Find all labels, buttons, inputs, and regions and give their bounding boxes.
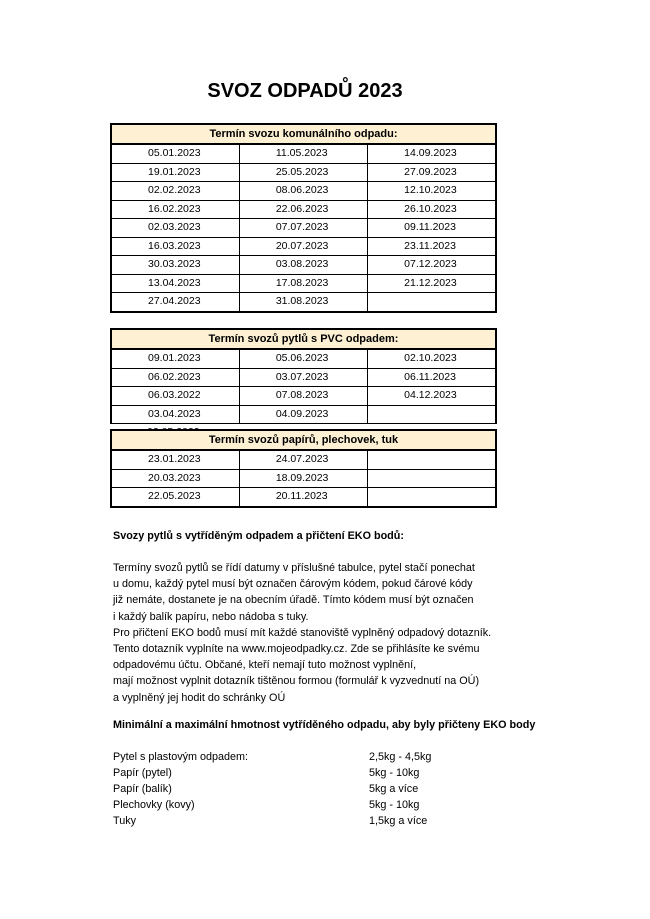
pvc-table-header: Termín svozů pytlů s PVC odpadem: <box>111 329 496 349</box>
date-cell: 11.05.2023 <box>239 144 367 163</box>
eko-line: a vyplněný jej hodit do schránky OÚ <box>113 691 286 704</box>
date-cell: 31.08.2023 <box>239 293 367 312</box>
table-row <box>111 469 496 488</box>
weight-value: 2,5kg - 4,5kg <box>369 751 432 763</box>
weight-label: Papír (balík) <box>113 783 172 795</box>
date-cell: 20.11.2023 <box>239 488 367 507</box>
pvc-rows <box>111 349 496 442</box>
weight-value: 5kg - 10kg <box>369 767 420 779</box>
date-cell: 05.06.2023 <box>239 349 367 368</box>
date-cell: 30.03.2023 <box>111 256 239 275</box>
date-cell: 02.10.2023 <box>368 349 496 368</box>
weights-list <box>113 749 431 829</box>
date-cell: 06.03.2022 <box>111 387 239 406</box>
date-cell: 20.03.2023 <box>111 469 239 488</box>
date-cell: 04.12.2023 <box>368 387 496 406</box>
date-cell: 04.09.2023 <box>239 405 367 424</box>
eko-line: odpadovému účtu. Občané, kteří nemají tuto možnost vyplnění, <box>113 659 417 672</box>
table-row <box>111 405 496 424</box>
date-cell: 26.10.2023 <box>368 200 496 219</box>
weight-value: 5kg a více <box>369 783 419 795</box>
table-row <box>111 237 496 256</box>
date-cell: 20.07.2023 <box>239 237 367 256</box>
date-cell: 24.07.2023 <box>239 450 367 469</box>
weight-row <box>113 797 431 813</box>
date-cell: 07.12.2023 <box>368 256 496 275</box>
table-row <box>111 450 496 469</box>
table-row <box>111 163 496 182</box>
weight-label: Tuky <box>113 815 136 827</box>
table-row <box>111 200 496 219</box>
date-cell: 03.07.2023 <box>239 368 367 387</box>
weight-row <box>113 781 431 797</box>
table-row <box>111 219 496 238</box>
weight-row <box>113 765 431 781</box>
date-cell: 17.08.2023 <box>239 274 367 293</box>
eko-line: již nemáte, dostanete je na obecním úřadě. Tímto kódem musí být označen <box>113 594 474 607</box>
date-cell: 12.10.2023 <box>368 182 496 201</box>
eko-line: u domu, každý pytel musí být označen čárovým kódem, pokud čárové kódy <box>113 578 473 591</box>
date-cell: 25.05.2023 <box>239 163 367 182</box>
paper-rows <box>111 450 496 507</box>
date-cell: 09.11.2023 <box>368 219 496 238</box>
date-cell: 14.09.2023 <box>368 144 496 163</box>
date-cell: 07.07.2023 <box>239 219 367 238</box>
date-cell: 21.12.2023 <box>368 274 496 293</box>
page-title: SVOZ ODPADŮ 2023 <box>207 80 403 102</box>
date-cell <box>368 450 496 469</box>
paper-waste-table <box>110 429 497 508</box>
paper-table-header: Termín svozů papírů, plechovek, tuk <box>111 430 496 450</box>
weight-value: 1,5kg a více <box>369 815 428 827</box>
eko-heading: Svozy pytlů s vytříděným odpadem a přičtení EKO bodů: <box>113 530 404 542</box>
date-cell <box>368 488 496 507</box>
communal-table-header: Termín svozu komunálního odpadu: <box>111 124 496 144</box>
weights-heading: Minimální a maximální hmotnost vytříděného odpadu, aby byly přičteny EKO body <box>113 719 536 731</box>
date-cell: 27.09.2023 <box>368 163 496 182</box>
weight-label: Papír (pytel) <box>113 767 172 779</box>
table-row <box>111 349 496 368</box>
date-cell <box>368 469 496 488</box>
date-cell: 09.01.2023 <box>111 349 239 368</box>
weight-row <box>113 813 431 829</box>
date-cell: 02.02.2023 <box>111 182 239 201</box>
date-cell: 16.03.2023 <box>111 237 239 256</box>
communal-rows <box>111 144 496 312</box>
table-row <box>111 144 496 163</box>
weight-label: Plechovky (kovy) <box>113 799 195 811</box>
date-cell: 19.01.2023 <box>111 163 239 182</box>
pvc-waste-table <box>110 328 497 442</box>
date-cell: 06.02.2023 <box>111 368 239 387</box>
table-row <box>111 256 496 275</box>
eko-line: i každý balík papíru, nebo nádoba s tuky. <box>113 610 309 623</box>
date-cell: 13.04.2023 <box>111 274 239 293</box>
eko-paragraph <box>113 560 491 706</box>
date-cell: 22.06.2023 <box>239 200 367 219</box>
table-row <box>111 368 496 387</box>
table-row <box>111 488 496 507</box>
date-cell <box>368 293 496 312</box>
date-cell: 18.09.2023 <box>239 469 367 488</box>
table-row <box>111 274 496 293</box>
weight-value: 5kg - 10kg <box>369 799 420 811</box>
communal-waste-table <box>110 123 497 313</box>
date-cell: 05.01.2023 <box>111 144 239 163</box>
date-cell: 03.04.2023 <box>111 405 239 424</box>
date-cell: 06.11.2023 <box>368 368 496 387</box>
table-row <box>111 182 496 201</box>
weight-row <box>113 749 431 765</box>
date-cell: 23.11.2023 <box>368 237 496 256</box>
eko-line: Termíny svozů pytlů se řídí datumy v příslušné tabulce, pytel stačí ponechat <box>113 562 475 574</box>
date-cell: 23.01.2023 <box>111 450 239 469</box>
table-row <box>111 293 496 312</box>
table-row <box>111 387 496 406</box>
eko-line: Pro přičtení EKO bodů musí mít každé stanoviště vyplněný odpadový dotazník. <box>113 626 492 639</box>
date-cell: 03.08.2023 <box>239 256 367 275</box>
weight-label: Pytel s plastovým odpadem: <box>113 751 249 763</box>
date-cell: 22.05.2023 <box>111 488 239 507</box>
date-cell <box>368 405 496 424</box>
eko-line: Tento dotazník vyplníte na www.mojeodpadky.cz. Zde se přihlásíte ke svému <box>113 643 480 656</box>
date-cell: 27.04.2023 <box>111 293 239 312</box>
date-cell: 08.06.2023 <box>239 182 367 201</box>
date-cell: 16.02.2023 <box>111 200 239 219</box>
date-cell: 02.03.2023 <box>111 219 239 238</box>
date-cell: 07.08.2023 <box>239 387 367 406</box>
eko-line: mají možnost vyplnit dotazník tištěnou formou (formulář k vyzvednutí na OÚ) <box>113 675 480 688</box>
